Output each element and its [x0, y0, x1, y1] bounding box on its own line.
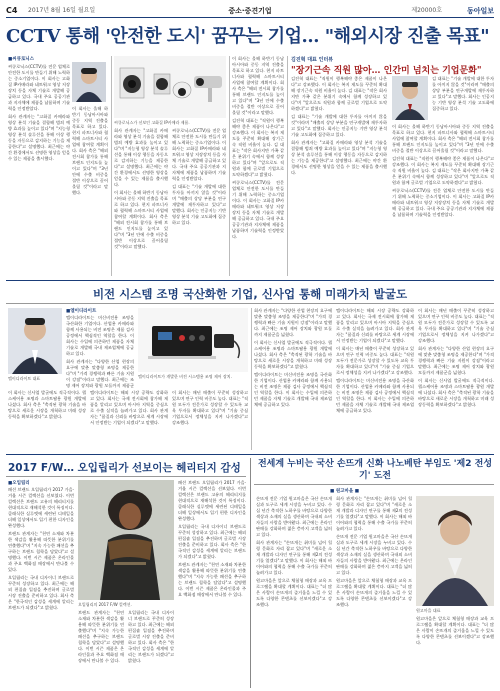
article2-col7: 이 회사는 매년 매출이 꾸준히 성장하고 있으며 연구 인력 비중도 높다. 대표는 "직원 모두가 전문가로 성장할 수 있도록 교육 투자를 확대하고 있다"며 "기술 중심 기업으로서 정체성을 지켜 나가겠다"고 강조했다. 회사 관계자는 "다양한 산업 현장의 요구에 맞춘 맞춤형 조명을 제공한다"며 "가격 경쟁력과 빠른 기술 지원이 강점"이라고 말했다. 최근에는 조명 제어 장치와 광원 모듈까지 제품군을 넓혔다. 이 회사는 신사업 발굴에도 적극적이다. 헬스케어용 조명과 스마트팜용 광원 개발에 나섰다. 회사 측은 "축적된 광학 기술을 바탕으로 새로운 시장을 개척하고 미래 성장동력을 확보하겠다"고 밝혔다.	[418, 308, 494, 407]
issue-number: 제20000호	[411, 7, 442, 14]
section-divider	[254, 484, 494, 485]
column-divider	[287, 56, 288, 276]
article2-col5: 회사 관계자는 "다양한 산업 현장의 요구에 맞춘 맞춤형 조명을 제공한다"며 "가격 경쟁력과 빠른 기술 지원이 강점"이라고 말했다. 최근에는 조명 제어 장치와 광원 모듈까지 제품군을 넓혔다. 이 회사는 신사업 발굴에도 적극적이다. 헬스케어용 조명과 스마트팜용 광원 개발에 나섰다. 회사 측은 "축적된 광학 기술을 바탕으로 새로운 시장을 개척하고 미래 성장동력을 확보하겠다"고 밝혔다. 엘이디라이트는 머신비전용 조명을 국산화한 기업이다. 산업용 카메라와 함께 사용되는 비전 조명은 제품 검사 공정에서 핵심적인 역할을 한다. 이 회사는 수입에 의존하던 제품을 자체 기술로 개발해 국내 제조업체에 공급하고 있다.	[254, 308, 332, 407]
article3-col1: 패션 브랜드 오입립리가 2017 가을·겨울 시즌 컬렉션을 선보였다. 이번 컬렉션은 브랜드 고유의 헤리티지를 현대적으로 재해석한 것이 특징이다. 클래식한 실루엣에 세련된 디테일을 더해 일상에서도 입기 편한 디자인을 완성했다. 브랜드 관계자는 "천연 소재와 차분한 색감을 활용해 따뜻한 분위기를 연출했다"며 "지속 가능한 패션을 추구하는 브랜드 철학을 담았다"고 설명했다. 이번 시즌 제품은 온라인몰과 주요 백화점 매장에서 만나볼 수 있다. 오입립리는 국내 디자이너 브랜드로 꾸준히 성장하고 있다. 최근에는 해외 편집숍 입점을 추진하며 글로벌 시장 진출을 준비하고 있다. 회사 측은 "한국적인 감성을 세계에 알리는 브랜드가 되겠다"고 밝혔다.	[8, 487, 74, 610]
section-divider	[6, 454, 494, 455]
article3-tag: ■오입립리	[8, 481, 30, 486]
article4-col1: 손뜨개 전문 기업 원고마을은 국산 손뜨개 실과 도구로 세계 시장을 누비고 있다. 수십 년간 축적한 노하우를 바탕으로 다양한 색상과 소재의 실을 생산하며 국내외 소비자들의 사랑을 받아왔다. 최근에는 온라인 판매를 강화하며 젊은 층까지 고객을 넓히고 있다. 회사 관계자는 "손뜨개는 취미를 넘어 힐링 문화로 자리 잡고 있다"며 "새로운 소재 개발과 디자인 연구를 통해 제2의 전성기를 열겠다"고 말했다. 이 회사는 해외 바이어와의 협력을 통해 수출 국가를 꾸준히 늘려가고 있다. 원고마을은 앞으로 체험형 매장과 교육 프로그램을 확대할 계획이다. 대표는 "더 많은 사람이 손뜨개의 즐거움을 느낄 수 있도록 다양한 콘텐츠를 선보이겠다"고 강조했다.	[256, 496, 332, 607]
column-divider	[251, 308, 252, 450]
article3-col2: 브랜드 관계자는 "천연 소재와 차분한 색감을 활용해 따뜻한 분위기를 연출했다"며 "지속 가능한 패션을 추구하는 브랜드 철학을 담았다"고 설명했다. 이번 시즌 제품은 온라인몰과 주요 백화점 매장에서 만나볼 수 있다.	[78, 610, 124, 663]
article2-col1: 엘이디라이트는 머신비전용 조명을 국산화한 기업이다. 산업용 카메라와 함께 사용되는 비전 조명은 제품 검사 공정에서 핵심적인 역할을 한다. 이 회사는 수입에 의존하던 제품을 자체 기술로 개발해 국내 제조업체에 공급하고 있다. 회사 관계자는 "다양한 산업 현장의 요구에 맞춘 맞춤형 조명을 제공한다"며 "가격 경쟁력과 빠른 기술 지원이 강점"이라고 말했다. 최근에는 조명 제어 장치와 광원 모듈까지 제품군	[66, 315, 134, 388]
article3-caption: 오입립리의 2017 F/W 컬렉션.	[78, 602, 132, 607]
article2-portrait-caption: 엘이디라이트 대표	[8, 376, 41, 381]
article2-col4: 이 회사는 매년 매출이 꾸준히 성장하고 있으며 연구 인력 비중도 높다. 대표는 "직원 모두가 전문가로 성장할 수 있도록 교육 투자를 확대하고 있다"며 "기술 중심 기업으로서 정체성을 지켜 나가겠다"고 강조했다.	[172, 390, 248, 425]
article4-portrait-caption: 원고마을 대표	[416, 608, 441, 613]
section-divider	[6, 476, 246, 477]
section-label: 중소·중견기업	[228, 7, 272, 15]
article1-col1: 씨큐로닉스(CCTV)를 전문 업체로 안전한 도시를 만들기 위해 노력하는 중소기업이다. 이 회사는 고화질 IP카메라와 네트워크 영상 저장장치 등을 자체 기술로 개발해 공급하고 있다. 국내 주요 공공기관과 지자체에 제품을 납품하며 기술력을 인정받았다. 회사 관계자는 "고화질 카메라와 영상 분석 기술을 결합해 범죄 예방 효과를 높이고 있다"며 "지능형 영상 분석 솔루션을 통해 이상 행동을 자동으로 감지하는 기능을 제공한다"고 설명했다. 최근에는 야간 환경에서도 선명한 영상을 얻을 수 있는 제품을 출시했다.	[8, 64, 70, 161]
article2-tag: ■엘이디라이트	[66, 309, 97, 314]
article1-col4: 이 회사는 올해 하반기 동남아시아와 중동 지역 진출을 목표로 하고 있다. 현지 파트너사와 협력해 스마트시티 사업에 참여할 계획이다. 회사 측은 "해외 전시회 참가를 통해 브랜드 인지도를 높이고 있다"며 "3년 안에 수출 비중을 절반 이상으로 끌어올릴 것"이라고 말했다. 김진혁 대표는 "직원이 행복해야 좋은 제품이 나온다"고 강조했다. 이 회사는 복지 제도를 꾸준히 확대해 장기근속 직원 비율이 높다. 김 대표는 "작은 회사지만 가족 같은 분위기 속에서 함께 성장하고 있다"며 "앞으로도 직원과 함께 글로벌 기업으로 도약하겠다"고 밝혔다. 씨큐로닉스(CCTV)를 전문 업체로 안전한 도시를 만들기 위해 노력하는 중소기업이다. 이 회사는 고화질 IP카메라와 네트워크 영상 저장장치 등을 자체 기술로 개발해 공급하고 있다. 국내 주요 공공기관과 지자체에 제품을 납품하며 기술력을 인정받았다.	[232, 56, 284, 239]
article1-col7: 이 회사는 올해 하반기 동남아시아와 중동 지역 진출을 목표로 하고 있다. 현지 파트너사와 협력해 스마트시티 사업에 참여할 계획이다. 회사 측은 "해외 전시회 참가를 통해 브랜드 인지도를 높이고 있다"며 "3년 안에 수출 비중을 절반 이상으로 끌어올릴 것"이라고 말했다. 김진혁 대표는 "직원이 행복해야 좋은 제품이 나온다"고 강조했다. 이 회사는 복지 제도를 꾸준히 확대해 장기근속 직원 비율이 높다. 김 대표는 "작은 회사지만 가족 같은 분위기 속에서 함께 성장하고 있다"며 "앞으로도 직원과 함께 글로벌 기업으로 도약하겠다"고 밝혔다. 씨큐로닉스(CCTV)를 전문 업체로 안전한 도시를 만들기 위해 노력하는 중소기업이다. 이 회사는 고화질 IP카메라와 네트워크 영상 저장장치 등을 자체 기술로 개발해 공급하고 있다. 국내 주요 공공기관과 지자체에 제품을 납품하며 기술력을 인정받았다.	[392, 124, 494, 217]
page-number: C4	[6, 6, 18, 15]
article1-camera-photo	[114, 56, 226, 118]
article1-col1b: 이 회사는 올해 하반기 동남아시아와 중동 지역 진출을 목표로 하고 있다. 현지 파트너사와 협력해 스마트시티 사업에 참여할 계획이다. 회사 측은 "해외 전시회 참가를 통해 브랜드 인지도를 높이고 있다"며 "3년 안에 수출 비중을 절반 이상으로 끌어올릴 것"이라고 말했다.	[72, 106, 108, 195]
article1-ceo-portrait	[392, 76, 428, 120]
article2-device-photo	[138, 308, 248, 372]
section-divider	[6, 280, 494, 281]
article2-headline: 비전 시스템 조명 국산화한 기업, 신사업 통해 미래가치 발굴도	[92, 287, 408, 301]
article1-headline: CCTV 통해 '안전한 도시' 꿈꾸는 기업… "해외시장 진출 목표"	[6, 26, 490, 47]
column-divider	[229, 56, 230, 276]
column-divider	[111, 56, 112, 276]
page-date: 2017년 8월 16일 월요일	[28, 7, 96, 14]
article1-sub-headline: "장기근속 직원 많아… 인간미 넘치는 기업문화"	[291, 66, 482, 76]
article3-fashion-photo	[78, 480, 174, 600]
article1-col2: 회사 관계자는 "고화질 카메라와 영상 분석 기술을 결합해 범죄 예방 효과를 높이고 있다"며 "지능형 영상 분석 솔루션을 통해 이상 행동을 자동으로 감지하는 기능을 제공한다"고 설명했다. 최근에는 야간 환경에서도 선명한 영상을 얻을 수 있는 제품을 출시했다. 이 회사는 올해 하반기 동남아시아와 중동 지역 진출을 목표로 하고 있다. 현지 파트너사와 협력해 스마트시티 사업에 참여할 계획이다. 회사 측은 "해외 전시회 참가를 통해 브랜드 인지도를 높이고 있다"며 "3년 안에 수출 비중을 절반 이상으로 끌어올릴 것"이라고 말했다.	[114, 128, 168, 249]
article2-col2: 이 회사는 신사업 발굴에도 적극적이다. 헬스케어용 조명과 스마트팜용 광원 개발에 나섰다. 회사 측은 "축적된 광학 기술을 바탕으로 새로운 시장을 개척하고 미래 성장동력을 확보하겠다"고 밝혔다.	[8, 390, 86, 419]
article2-portrait	[8, 308, 62, 374]
section-divider	[6, 303, 494, 304]
article1-caption: 씨큐로닉스가 선보인 고화질 IP카메라 제품.	[114, 120, 190, 125]
article2-col6: 엘이디라이트는 해외 시장 공략도 강화하고 있다. 회사는 국제 전시회에 참가해 제품을 알리고 있으며 아시아 지역을 중심으로 수출 실적을 늘려가고 있다. 회사 관계자는 "품질과 신뢰를 바탕으로 세계 시장에서 인정받는 기업이 되겠다"고 말했다. 이 회사는 매년 매출이 꾸준히 성장하고 있으며 연구 인력 비중도 높다. 대표는 "직원 모두가 전문가로 성장할 수 있도록 교육 투자를 확대하고 있다"며 "기술 중심 기업으로서 정체성을 지켜 나가겠다"고 강조했다. 엘이디라이트는 머신비전용 조명을 국산화한 기업이다. 산업용 카메라와 함께 사용되는 비전 조명은 제품 검사 공정에서 핵심적인 역할을 한다. 이 회사는 수입에 의존하던 제품을 자체 기술로 개발해 국내 제조업체에 공급하고 있다.	[336, 308, 414, 413]
article3-headline: 2017 F/W… 오입립리가 선보이는 헤리티지 감성	[8, 462, 241, 474]
article1-col3: 씨큐로닉스(CCTV)를 전문 업체로 안전한 도시를 만들기 위해 노력하는 중소기업이다. 이 회사는 고화질 IP카메라와 네트워크 영상 저장장치 등을 자체 기술로 개발해 공급하고 있다. 국내 주요 공공기관과 지자체에 제품을 납품하며 기술력을 인정받았다. 김 대표는 "기술 개발에 대한 투자를 아끼지 않을 것"이라며 "매출의 상당 부분을 연구개발에 재투자하고 있다"고 말했다. 회사는 인공지능 기반 영상 분석 기술 고도화에 집중하고 있다.	[172, 128, 226, 225]
article1-tag: ■씨큐로닉스	[8, 57, 34, 62]
article4-headline: 전세계 누비는 국산 손뜨개 신화 나노베탄 부임도 '제2 전성기' 도전	[257, 459, 493, 481]
article1-sub-byline: 김진혁 대표 인터뷰	[291, 57, 334, 63]
article3-col3: 오입립리는 국내 디자이너 브랜드로 꾸준히 성장하고 있다. 최근에는 해외 편집숍 입점을 추진하며 글로벌 시장 진출을 준비하고 있다. 회사 측은 "한국적인 감성을 세계에 알리는 브랜드가 되겠다"고 밝혔다.	[128, 610, 174, 663]
article1-portrait	[72, 62, 106, 102]
article4-tag: ■ 원고마을 ■	[330, 489, 360, 494]
article1-col6: 김 대표는 "기술 개발에 대한 투자를 아끼지 않을 것"이라며 "매출의 상당 부분을 연구개발에 재투자하고 있다"고 말했다. 회사는 인공지능 기반 영상 분석 기술 고도화에 집중하고 있다.	[432, 76, 494, 111]
page-header	[6, 4, 494, 18]
article3-col4: 패션 브랜드 오입립리가 2017 가을·겨울 시즌 컬렉션을 선보였다. 이번 컬렉션은 브랜드 고유의 헤리티지를 현대적으로 재해석한 것이 특징이다. 클래식한 실루엣에 세련된 디테일을 더해 일상에서도 입기 편한 디자인을 완성했다. 오입립리는 국내 디자이너 브랜드로 꾸준히 성장하고 있다. 최근에는 해외 편집숍 입점을 추진하며 글로벌 시장 진출을 준비하고 있다. 회사 측은 "한국적인 감성을 세계에 알리는 브랜드가 되겠다"고 밝혔다. 브랜드 관계자는 "천연 소재와 차분한 색감을 활용해 따뜻한 분위기를 연출했다"며 "지속 가능한 패션을 추구하는 브랜드 철학을 담았다"고 설명했다. 이번 시즌 제품은 온라인몰과 주요 백화점 매장에서 만나볼 수 있다.	[178, 480, 246, 597]
article4-col2: 회사 관계자는 "손뜨개는 취미를 넘어 힐링 문화로 자리 잡고 있다"며 "새로운 소재 개발과 디자인 연구를 통해 제2의 전성기를 열겠다"고 말했다. 이 회사는 해외 바이어와의 협력을 통해 수출 국가를 꾸준히 늘려가고 있다. 손뜨개 전문 기업 원고마을은 국산 손뜨개 실과 도구로 세계 시장을 누비고 있다. 수십 년간 축적한 노하우를 바탕으로 다양한 색상과 소재의 실을 생산하며 국내외 소비자들의 사랑을 받아왔다. 최근에는 온라인 판매를 강화하며 젊은 층까지 고객을 넓히고 있다. 원고마을은 앞으로 체험형 매장과 교육 프로그램을 확대할 계획이다. 대표는 "더 많은 사람이 손뜨개의 즐거움을 느낄 수 있도록 다양한 콘텐츠를 선보이겠다"고 강조했다.	[336, 496, 412, 607]
article4-portrait	[416, 496, 494, 606]
article1-col5: 김진혁 대표는 "직원이 행복해야 좋은 제품이 나온다"고 강조했다. 이 회사는 복지 제도를 꾸준히 확대해 장기근속 직원 비율이 높다. 김 대표는 "작은 회사지만 가족 같은 분위기 속에서 함께 성장하고 있다"며 "앞으로도 직원과 함께 글로벌 기업으로 도약하겠다"고 밝혔다. 김 대표는 "기술 개발에 대한 투자를 아끼지 않을 것"이라며 "매출의 상당 부분을 연구개발에 재투자하고 있다"고 말했다. 회사는 인공지능 기반 영상 분석 기술 고도화에 집중하고 있다. 회사 관계자는 "고화질 카메라와 영상 분석 기술을 결합해 범죄 예방 효과를 높이고 있다"며 "지능형 영상 분석 솔루션을 통해 이상 행동을 자동으로 감지하는 기능을 제공한다"고 설명했다. 최근에는 야간 환경에서도 선명한 영상을 얻을 수 있는 제품을 출시했다.	[291, 76, 387, 175]
article4-col3: 원고마을은 앞으로 체험형 매장과 교육 프로그램을 확대할 계획이다. 대표는 "더 많은 사람이 손뜨개의 즐거움을 느낄 수 있도록 다양한 콘텐츠를 선보이겠다"고 강조했다.	[416, 616, 494, 645]
newspaper-logo: 동아일보	[466, 7, 494, 15]
column-divider	[250, 458, 251, 688]
article2-col3: 엘이디라이트는 해외 시장 공략도 강화하고 있다. 회사는 국제 전시회에 참가해 제품을 알리고 있으며 아시아 지역을 중심으로 수출 실적을 늘려가고 있다. 회사 관계자는 "품질과 신뢰를 바탕으로 세계 시장에서 인정받는 기업이 되겠다"고 말했다.	[90, 390, 168, 425]
article2-caption: 엘이디라이트가 개발한 비전 시스템용 조명 제어 장치.	[138, 374, 232, 379]
